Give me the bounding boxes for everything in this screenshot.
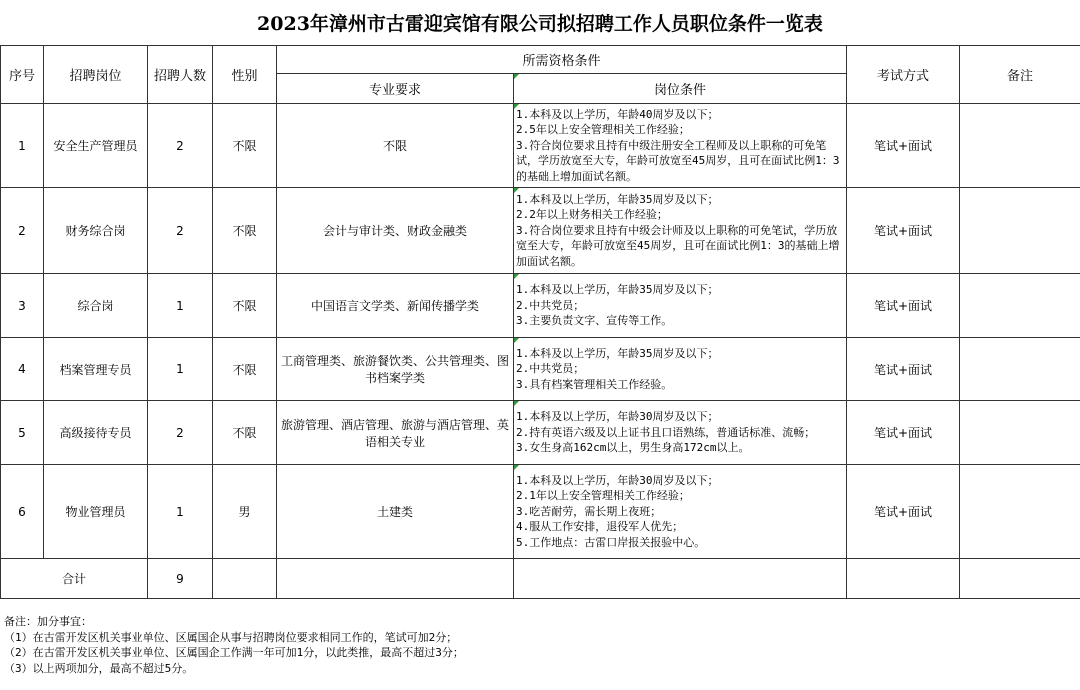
cell-conditions <box>514 188 847 274</box>
cell-major: 土建类 <box>277 465 514 559</box>
condition-item: 5.工作地点：古雷口岸报关报验中心。 <box>516 535 706 549</box>
table-row <box>1 401 1080 465</box>
condition-item: 1.本科及以上学历，年龄35周岁及以下； <box>516 283 719 297</box>
notes-section <box>4 614 1074 676</box>
cell-exam: 笔试+面试 <box>847 274 960 338</box>
cell-count: 2 <box>148 188 213 274</box>
cell-gender: 不限 <box>213 104 277 188</box>
cell-conditions <box>514 401 847 465</box>
total-label: 合计 <box>1 559 148 599</box>
cell-remark <box>960 465 1080 559</box>
header-row <box>1 46 1080 74</box>
header-remark: 备注 <box>960 46 1080 104</box>
header-exam: 考试方式 <box>847 46 960 104</box>
cell-seq: 5 <box>1 401 44 465</box>
note-line: 备注：加分事宜： <box>4 615 92 628</box>
cell-major: 工商管理类、旅游餐饮类、公共管理类、图书档案学类 <box>277 338 514 401</box>
cell-position: 物业管理员 <box>44 465 148 559</box>
condition-item: 1.本科及以上学历，年龄30周岁及以下； <box>516 410 719 424</box>
cell-gender: 不限 <box>213 188 277 274</box>
cell-remark <box>960 338 1080 401</box>
cell-gender: 不限 <box>213 401 277 465</box>
header-major: 专业要求 <box>277 74 514 104</box>
total-empty-cell <box>960 559 1080 599</box>
condition-item: 3.主要负责文字、宣传等工作。 <box>516 314 673 328</box>
condition-item: 1.本科及以上学历，年龄40周岁及以下； <box>516 107 719 121</box>
condition-item: 2.2年以上财务相关工作经验； <box>516 208 668 222</box>
header-conditions: 岗位条件 <box>514 74 847 104</box>
cell-remark <box>960 274 1080 338</box>
table-row <box>1 104 1080 188</box>
total-count: 9 <box>148 559 213 599</box>
cell-seq: 4 <box>1 338 44 401</box>
total-empty-cell <box>514 559 847 599</box>
header-seq: 序号 <box>1 46 44 104</box>
header-position: 招聘岗位 <box>44 46 148 104</box>
cell-gender: 男 <box>213 465 277 559</box>
cell-remark <box>960 401 1080 465</box>
note-line: （1）在古雷开发区机关事业单位、区属国企从事与招聘岗位要求相同工作的，笔试可加2分； <box>4 630 458 644</box>
condition-item: 3.符合岗位要求且持有中级会计师及以上职称的可免笔试，学历放宽至大专，年龄可放宽至45周岁，且可在面试比例1：3的基础上增加面试名额。 <box>516 223 840 268</box>
cell-major: 中国语言文学类、新闻传播学类 <box>277 274 514 338</box>
condition-item: 2.1年以上安全管理相关工作经验； <box>516 489 690 503</box>
table-row <box>1 274 1080 338</box>
header-qualifications: 所需资格条件 <box>277 46 847 74</box>
condition-item: 2.5年以上安全管理相关工作经验； <box>516 123 690 137</box>
cell-exam: 笔试+面试 <box>847 465 960 559</box>
total-empty-cell <box>277 559 514 599</box>
cell-remark <box>960 188 1080 274</box>
condition-item: 1.本科及以上学历，年龄35周岁及以下； <box>516 346 719 360</box>
note-line: （3）以上两项加分，最高不超过5分。 <box>4 661 194 675</box>
table-row <box>1 338 1080 401</box>
condition-item: 3.吃苦耐劳，需长期上夜班； <box>516 504 662 518</box>
table-row <box>1 188 1080 274</box>
cell-conditions <box>514 465 847 559</box>
condition-item: 2.持有英语六级及以上证书且口语熟练，普通话标准、流畅； <box>516 425 816 439</box>
condition-item: 1.本科及以上学历，年龄30周岁及以下； <box>516 473 719 487</box>
positions-table <box>0 45 1080 599</box>
condition-item: 4.服从工作安排，退役军人优先； <box>516 520 684 534</box>
cell-conditions <box>514 338 847 401</box>
note-line: （2）在古雷开发区机关事业单位、区属国企工作满一年可加1分，以此类推，最高不超过3分； <box>4 646 464 659</box>
condition-item: 2.中共党员； <box>516 362 585 376</box>
total-empty-cell <box>213 559 277 599</box>
cell-seq: 2 <box>1 188 44 274</box>
cell-position: 财务综合岗 <box>44 188 148 274</box>
cell-major: 旅游管理、酒店管理、旅游与酒店管理、英语相关专业 <box>277 401 514 465</box>
condition-item: 3.女生身高162cm以上，男生身高172cm以上。 <box>516 441 750 455</box>
cell-seq: 3 <box>1 274 44 338</box>
cell-seq: 1 <box>1 104 44 188</box>
cell-position: 安全生产管理员 <box>44 104 148 188</box>
cell-position: 档案管理专员 <box>44 338 148 401</box>
cell-position: 高级接待专员 <box>44 401 148 465</box>
cell-conditions <box>514 104 847 188</box>
cell-count: 2 <box>148 104 213 188</box>
cell-position: 综合岗 <box>44 274 148 338</box>
cell-gender: 不限 <box>213 338 277 401</box>
total-empty-cell <box>847 559 960 599</box>
cell-exam: 笔试+面试 <box>847 188 960 274</box>
document-title: 2023年漳州市古雷迎宾馆有限公司拟招聘工作人员职位条件一览表 <box>257 13 823 35</box>
cell-gender: 不限 <box>213 274 277 338</box>
cell-exam: 笔试+面试 <box>847 401 960 465</box>
cell-conditions <box>514 274 847 338</box>
cell-count: 1 <box>148 465 213 559</box>
cell-exam: 笔试+面试 <box>847 104 960 188</box>
condition-item: 2.中共党员； <box>516 298 585 312</box>
cell-count: 1 <box>148 274 213 338</box>
header-gender: 性别 <box>213 46 277 104</box>
table-row <box>1 465 1080 559</box>
cell-count: 2 <box>148 401 213 465</box>
cell-major: 不限 <box>277 104 514 188</box>
condition-item: 3.具有档案管理相关工作经验。 <box>516 377 673 391</box>
cell-remark <box>960 104 1080 188</box>
total-row <box>1 559 1080 599</box>
cell-count: 1 <box>148 338 213 401</box>
condition-item: 1.本科及以上学历，年龄35周岁及以下； <box>516 192 719 206</box>
header-count: 招聘人数 <box>148 46 213 104</box>
cell-seq: 6 <box>1 465 44 559</box>
condition-item: 3.符合岗位要求且持有中级注册安全工程师及以上职称的可免笔试，学历放宽至大专，年龄可放宽至45周岁，且可在面试比例1：3的基础上增加面试名额。 <box>516 138 840 183</box>
cell-exam: 笔试+面试 <box>847 338 960 401</box>
cell-major: 会计与审计类、财政金融类 <box>277 188 514 274</box>
